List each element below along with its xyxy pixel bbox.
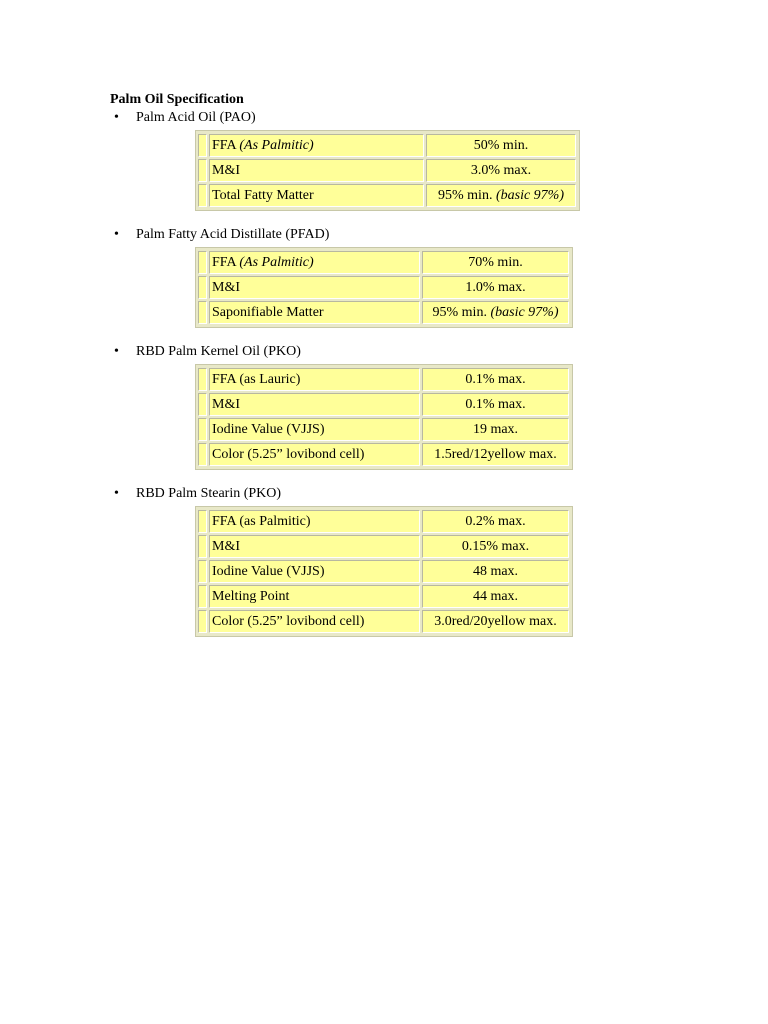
spec-value-cell bbox=[422, 393, 569, 416]
bullet-icon: • bbox=[114, 110, 119, 125]
spec-value: 95% min. bbox=[432, 305, 491, 320]
spec-value-cell bbox=[422, 418, 569, 441]
spec-value: 70% min. bbox=[468, 255, 523, 270]
table-row bbox=[198, 250, 570, 275]
table-row bbox=[198, 559, 570, 584]
bullet-icon: • bbox=[114, 486, 119, 501]
indent-cell bbox=[198, 251, 207, 274]
spec-name-cell bbox=[209, 276, 420, 299]
indent-cell bbox=[198, 393, 207, 416]
spec-value: 44 max. bbox=[472, 589, 519, 604]
spec-name-cell bbox=[209, 535, 420, 558]
spec-name: FFA (as Palmitic) bbox=[212, 514, 311, 529]
section-heading bbox=[114, 485, 281, 503]
spec-name: M&I bbox=[212, 163, 240, 178]
spec-name-cell bbox=[209, 585, 420, 608]
spec-value: 0.2% max. bbox=[465, 514, 526, 529]
indent-cell bbox=[198, 301, 207, 324]
spec-value: 48 max. bbox=[472, 564, 519, 579]
table-row bbox=[198, 442, 570, 467]
spec-name-cell bbox=[209, 418, 420, 441]
section-heading bbox=[114, 109, 256, 127]
section-heading bbox=[114, 343, 301, 361]
spec-table bbox=[195, 247, 573, 328]
indent-cell bbox=[198, 535, 207, 558]
table-row bbox=[198, 183, 577, 208]
spec-value-cell bbox=[422, 585, 569, 608]
spec-name: FFA bbox=[212, 138, 240, 153]
section-heading-text: RBD Palm Kernel Oil (PKO) bbox=[136, 344, 301, 359]
spec-name: Color (5.25” lovibond cell) bbox=[212, 447, 365, 462]
document-title: Palm Oil Specification bbox=[110, 92, 244, 107]
table-row bbox=[198, 392, 570, 417]
spec-name-cell bbox=[209, 510, 420, 533]
indent-cell bbox=[198, 368, 207, 391]
spec-name: Iodine Value (VJJS) bbox=[212, 564, 325, 579]
spec-value: 3.0red/20yellow max. bbox=[434, 614, 557, 629]
spec-name: M&I bbox=[212, 539, 240, 554]
spec-name-cell bbox=[209, 610, 420, 633]
spec-value: 0.1% max. bbox=[465, 397, 526, 412]
spec-value-cell bbox=[422, 510, 569, 533]
indent-cell bbox=[198, 134, 207, 157]
spec-name-note: (As Palmitic) bbox=[239, 255, 314, 270]
spec-value-note: (basic 97%) bbox=[495, 188, 564, 203]
spec-value-note: (basic 97%) bbox=[490, 305, 559, 320]
spec-name-cell bbox=[209, 368, 420, 391]
spec-value-cell bbox=[422, 535, 569, 558]
section-heading-text: Palm Fatty Acid Distillate (PFAD) bbox=[136, 227, 330, 242]
spec-name: Total Fatty Matter bbox=[212, 188, 314, 203]
spec-value: 3.0% max. bbox=[470, 163, 532, 178]
spec-name: M&I bbox=[212, 280, 240, 295]
table-row bbox=[198, 609, 570, 634]
bullet-icon: • bbox=[114, 344, 119, 359]
section-heading bbox=[114, 226, 329, 244]
table-row bbox=[198, 133, 577, 158]
table-row bbox=[198, 367, 570, 392]
spec-value: 19 max. bbox=[472, 422, 519, 437]
spec-value: 0.15% max. bbox=[461, 539, 530, 554]
spec-value: 50% min. bbox=[473, 138, 529, 153]
spec-name: Melting Point bbox=[212, 589, 290, 604]
spec-name: Saponifiable Matter bbox=[212, 305, 324, 320]
spec-name: Iodine Value (VJJS) bbox=[212, 422, 325, 437]
indent-cell bbox=[198, 610, 207, 633]
table-row bbox=[198, 584, 570, 609]
spec-value-cell bbox=[422, 560, 569, 583]
spec-name-cell bbox=[209, 251, 420, 274]
indent-cell bbox=[198, 560, 207, 583]
spec-value: 0.1% max. bbox=[465, 372, 526, 387]
spec-name: M&I bbox=[212, 397, 240, 412]
table-row bbox=[198, 417, 570, 442]
spec-value-cell bbox=[422, 301, 569, 324]
spec-value: 1.0% max. bbox=[465, 280, 526, 295]
indent-cell bbox=[198, 184, 207, 207]
spec-value-cell bbox=[426, 159, 576, 182]
spec-table bbox=[195, 364, 573, 470]
spec-value: 1.5red/12yellow max. bbox=[434, 447, 557, 462]
spec-name-note: (As Palmitic) bbox=[239, 138, 314, 153]
spec-value: 95% min. bbox=[438, 188, 496, 203]
table-row bbox=[198, 509, 570, 534]
spec-name: Color (5.25” lovibond cell) bbox=[212, 614, 365, 629]
indent-cell bbox=[198, 510, 207, 533]
spec-value-cell bbox=[422, 276, 569, 299]
spec-value-cell bbox=[426, 184, 576, 207]
indent-cell bbox=[198, 443, 207, 466]
spec-table bbox=[195, 506, 573, 637]
indent-cell bbox=[198, 159, 207, 182]
spec-name-cell bbox=[209, 393, 420, 416]
spec-value-cell bbox=[422, 443, 569, 466]
spec-name: FFA bbox=[212, 255, 240, 270]
indent-cell bbox=[198, 418, 207, 441]
table-row bbox=[198, 534, 570, 559]
table-row bbox=[198, 158, 577, 183]
indent-cell bbox=[198, 276, 207, 299]
table-row bbox=[198, 275, 570, 300]
section-heading-text: RBD Palm Stearin (PKO) bbox=[136, 486, 282, 501]
spec-name-cell bbox=[209, 184, 424, 207]
section-heading-text: Palm Acid Oil (PAO) bbox=[136, 110, 256, 125]
spec-name: FFA (as Lauric) bbox=[212, 372, 301, 387]
spec-value-cell bbox=[426, 134, 576, 157]
spec-value-cell bbox=[422, 368, 569, 391]
spec-name-cell bbox=[209, 443, 420, 466]
spec-name-cell bbox=[209, 560, 420, 583]
spec-name-cell bbox=[209, 301, 420, 324]
spec-table bbox=[195, 130, 580, 211]
spec-value-cell bbox=[422, 610, 569, 633]
bullet-icon: • bbox=[114, 227, 119, 242]
spec-value-cell bbox=[422, 251, 569, 274]
spec-name-cell bbox=[209, 134, 424, 157]
table-row bbox=[198, 300, 570, 325]
indent-cell bbox=[198, 585, 207, 608]
spec-name-cell bbox=[209, 159, 424, 182]
